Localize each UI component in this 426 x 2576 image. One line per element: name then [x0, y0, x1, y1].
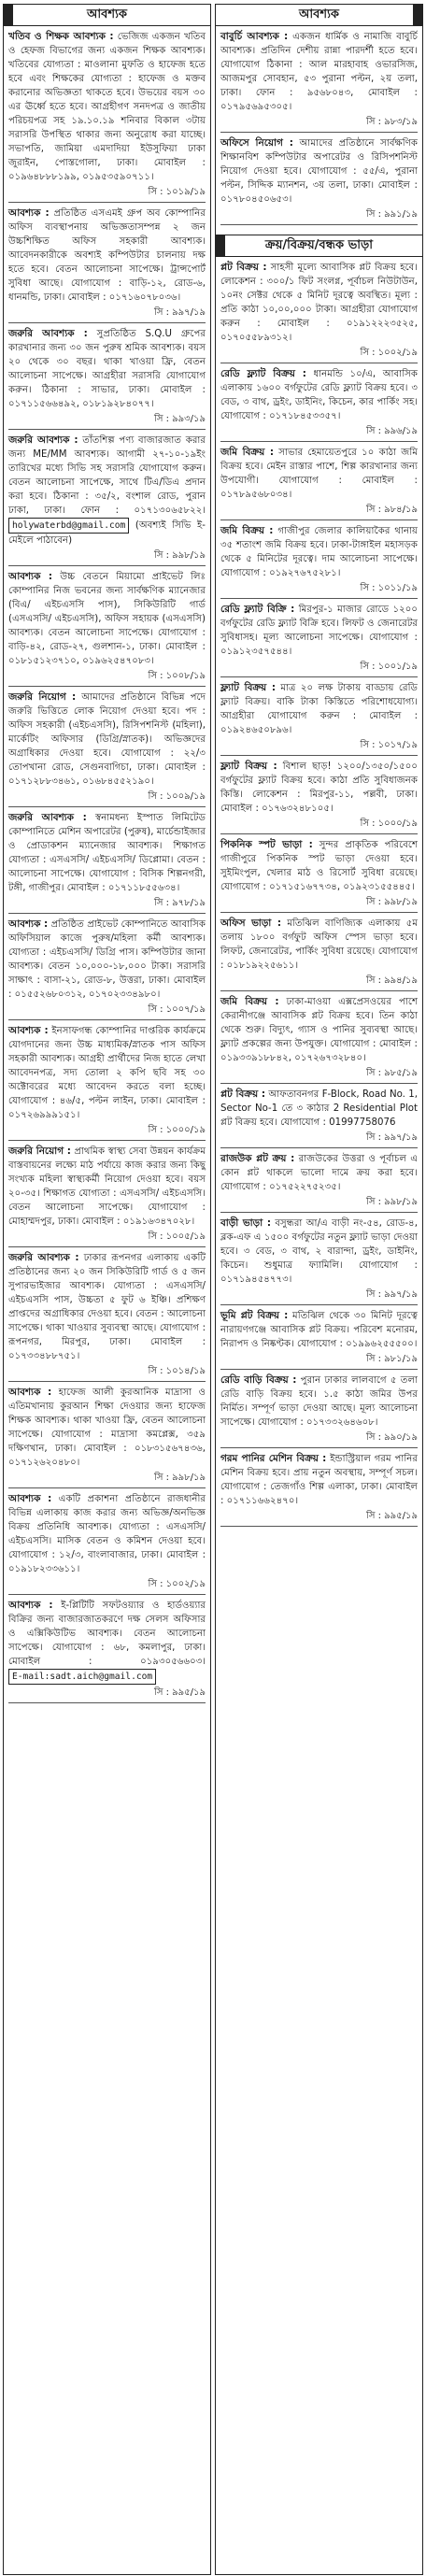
- ad-body: ঢাকার রূপনগর এলাকায় একটি প্রতিষ্ঠানের জন্য ২০ জন সিকিউরিটি গার্ড ও ৫ জন সুপারভাইজার আবশ্যক। যোগ্যতা : এসএসসি/ এইচএসসি পাস, উচ্চতা ৫ ফুট ৬ ইঞ্চি। প্রশিক্ষণ প্রাপ্তদের অগ্রাধিকার দেওয়া হবে। বেতন : আলোচনা সাপেক্ষে। থাকা খাওয়ার সুব্যবস্থা আছে। যোগাযোগ : রূপনগর, মিরপুর, ঢাকা। মোবাইল : ০১৭৩৩৪৮৮৭৫১।: [8, 1253, 206, 1361]
- ad-title: আবশ্যক :: [8, 1600, 53, 1611]
- ad-text: [8, 1024, 206, 1122]
- classified-ad: [4, 26, 210, 203]
- ad-title: আবশ্যক :: [8, 1493, 52, 1504]
- classified-ad: [4, 1020, 210, 1141]
- ad-text: [220, 136, 418, 206]
- ad-body: রাজউকের উত্তরা ও পূর্বাচল এ কোন প্লট থাকলে ভালো দামে ক্রয় করা হবে। যোগাযোগ : ০১৭৫২২৭৫২৩৫।: [220, 1154, 419, 1192]
- ad-reference: সি : ৯৯৮/১৯: [220, 894, 418, 913]
- classified-ad: [216, 26, 422, 133]
- ad-text: [8, 918, 206, 1002]
- ad-text: [8, 1145, 206, 1229]
- classified-ad: [4, 1595, 210, 1703]
- ad-body: মতিঝিল বাণিজ্যিক এলাকায় ৫ম তলায় ১৮০০ বর্গফুট অফিস স্পেস ভাড়া হবে। লিফট, জেনারেটর, পার্কিং সুবিধা রয়েছে। যোগাযোগ : ০১৮১৯২২৫৬১১।: [220, 918, 418, 971]
- ad-body: একটি প্রকাশনা প্রতিষ্ঠানে রাজধানীর বিভিন্ন এলাকায় কাজ করার জন্য অভিজ্ঞ/অনভিজ্ঞ বিক্রয় প্রতিনিধি আবশ্যক। যোগ্যতা : এসএসসি/ এইচএসসি। মাসিক বেতন ও কমিশন দেওয়া হবে। যোগাযোগ : ১২/৩, বাংলাবাজার, ঢাকা। মোবাইল : ০১৯১৮২৩৩৬১১।: [8, 1494, 206, 1574]
- ad-reference: সি : ১০০৯/১৯: [8, 789, 206, 807]
- ad-reference: সি : ১০১৪/১৯: [8, 1363, 206, 1382]
- left-ads-list: [4, 26, 210, 1703]
- ad-title: বাবুর্চি আবশ্যক :: [220, 31, 289, 42]
- ad-text: [8, 811, 206, 895]
- ad-title: আবশ্যক :: [8, 1387, 52, 1398]
- ad-title: জমি বিক্রয় :: [220, 447, 275, 458]
- ad-body: সুপ্রতিষ্ঠিত S.Q.U গ্রুপের কারখানার জন্য ৩০ জন পুরুষ শ্রমিক আবশ্যক। বয়স ২০ থেকে ৩০ বছর। থাকা খাওয়া ফ্রি, বেতন আলোচনা সাপেক্ষে। আগ্রহীরা সরাসরি যোগাযোগ করুন। ঠিকানা : সাভার, ঢাকা। মোবাইল : ০১৭১১৫৬৬৪৯২, ০১৮১৯২৮৪০৭৭।: [8, 329, 206, 409]
- ad-text: [220, 681, 418, 737]
- ad-text: [8, 1251, 206, 1363]
- ad-body: ঢাকা-মাওয়া এক্সপ্রেসওয়ের পাশে কেরানীগঞ্জে আবাসিক প্লট বিক্রয় হবে। তিন কাঠা থেকে শুরু। বিদ্যুৎ, গ্যাস ও পানির সুব্যবস্থা আছে। ফ্ল্যাট প্রকল্পের জন্য উপযুক্ত। যোগাযোগ : মোবাইল : ০১৯৩৩৯১৮৮৪২, ০১৭২৬৭৩২৮৪০।: [220, 997, 418, 1063]
- ad-text: [220, 838, 418, 894]
- ad-body: হাফেজ আলী কুরআনিক মাদ্রাসা ও এতিমখানায় কুরআন শিক্ষা দেওয়ার জন্য হাফেজ শিক্ষক আবশ্যক। থাকা খাওয়া ফ্রি, বেতন আলোচনা সাপেক্ষে। যোগাযোগ : মাদ্রাসা কমপ্লেক্স, ৩৫৯ দক্ষিণখান, ঢাকা। মোবাইল : ০১৮৩১৫৬৭৪৩৬, ০১৭১২৬২০৪৮০।: [8, 1388, 206, 1468]
- ad-text: [8, 1386, 206, 1470]
- classified-ad: [216, 133, 422, 225]
- columns: [3, 4, 423, 2575]
- ad-title: আবশ্যক :: [8, 1025, 49, 1036]
- ad-title: গরম পানির মেশিন বিক্রয় :: [220, 1453, 327, 1464]
- ad-body: মাত্র ২০ লক্ষ টাকায় বাড্ডায় রেডি ফ্ল্যাট বিক্রয়। বাকি টাকা কিস্তিতে পরিশোধযোগ্য। আগ্রহীরা যোগাযোগ করুন : মোবাইল : ০১৯২৪৬৫০৮৯৬।: [220, 683, 418, 735]
- ad-body: ধানমন্ডি ১০/এ, আবাসিক এলাকায় ১৬০০ বর্গফুটের রেডি ফ্ল্যাট বিক্রয় হবে। ৩ বেড, ৩ বাথ, ড্রইং, ডাইনিং, কিচেন, কার পার্কিং সহ। যোগাযোগ : ০১৭১৮৪৫৩৩৫৭।: [220, 369, 418, 421]
- right-section-title: আবশ্যক: [299, 7, 339, 21]
- ad-body: ভেজিজ একজন খতিব ও হেফজ বিভাগের জন্য একজন শিক্ষক আবশ্যক। খতিবের যোগ্যতা : মাওলানা মুফতি ও হাফেজ হতে হবে এবং শিক্ষকের যোগ্যতা : হাফেজ ও মক্তব করানোর অভিজ্ঞতা থাকতে হবে। উভয়ের বয়স ৩০ এর ঊর্ধ্বে হতে হবে। আগ্রহীগণ সনদপত্র ও জাতীয় পরিচয়পত্র সহ ১৯.১০.১৯ শনিবার বিকাল ৩টায় সরাসরি উপস্থিত থাকার জন্য অনুরোধ করা যাচ্ছে। সভাপতি, জামিয়া এমদাদিয়া ইউসুফিয়া ঢাকা জুরাইন, পোস্তগোলা, ঢাকা। মোবাইল : ০১৯৬৪৮৮৮১৯৯, ০১৯৫৩৫৯০৭১১।: [8, 32, 206, 182]
- ad-text: [8, 30, 206, 184]
- ad-reference: সি : ১০০১/১৯: [220, 659, 418, 677]
- ad-reference: সি : ৯৯০/১৯: [220, 1430, 418, 1448]
- left-column: [3, 4, 211, 2575]
- ad-title: আবশ্যক :: [8, 207, 50, 219]
- ad-reference: সি : ১০০৭/১৯: [8, 1002, 206, 1020]
- ad-text: [220, 30, 418, 114]
- ad-title: রাজউক প্লট ক্রয় :: [220, 1153, 295, 1164]
- classified-ad: [4, 203, 210, 323]
- ad-title: রেডি বাড়ি বিক্রয় :: [220, 1374, 297, 1386]
- ad-body: একজন ধার্মিক ও নামাজি বাবুর্চি আবশ্যক। প্রতিদিন দেশীয় রান্না পারদর্শী হতে হবে। যোগাযোগ ঠিকানা : আল মারহাবাহ ওভারসিজ, আজমপুর সোবহান, ৫৩ পুরানা পল্টন, ২য় তলা, ঢাকা। ফোন : ৯৫৬৮০৪৩, মোবাইল : ০১৭৯৫৬৯৫৩০৫।: [220, 32, 418, 112]
- ad-reference: সি : ৯৯৩/১৯: [8, 411, 206, 430]
- ad-title: জরুরি আবশ্যক :: [8, 1252, 79, 1263]
- ad-title: ফ্ল্যাট বিক্রয় :: [220, 682, 277, 693]
- ad-reference: সি : ১০১৭/১৯: [220, 737, 418, 756]
- ad-title: পিকনিক স্পট ভাড়া :: [220, 839, 313, 850]
- ad-title: জমি বিক্রয় :: [220, 996, 279, 1007]
- ad-body: প্রতিষ্ঠিত এসএমই গ্রুপ অব কোম্পানির অফিস ব্যবস্থাপনায় অভিজ্ঞতাসম্পন্ন ২ জন উচ্চশিক্ষিত অফিস সহকারী আবশ্যক। আবেদনকারীকে অবশ্যই কম্পিউটার চালনায় দক্ষ হতে হবে। বেতন আলোচনা সাপেক্ষে। ট্রান্সপোর্ট সুবিধা আছে। যোগাযোগ : বাড়ি-১২, রোড-৬, ধানমন্ডি, ঢাকা। মোবাইল : ০১৭১৬০৭৮০৩৬।: [8, 208, 206, 303]
- ad-text: [8, 434, 206, 548]
- classified-ad: [4, 914, 210, 1020]
- ad-body: বসুন্ধরা আ/এ বাড়ী নং-৫৪, রোড-৪, ব্লক-এফ এ ১৫০০ বর্গফুটের নতুন ফ্ল্যাট ভাড়া দেওয়া হবে। ৩ বেড, ৩ বাথ, ২ বারান্দা, ড্রইং, ডাইনিং, কিচেন। শুধুমাত্র ফ্যামিলি। যোগাযোগ : ০১৭১৯৪৫৪৭৭৩।: [220, 1218, 418, 1285]
- classified-ad: [216, 1213, 422, 1305]
- ad-title: জরুরি আবশ্যক :: [8, 328, 88, 339]
- classified-ad: [216, 756, 422, 834]
- ad-reference: সি : ১০১৯/১৯: [8, 184, 206, 203]
- classified-ad: [216, 1084, 422, 1148]
- ad-title: অফিস ভাড়া :: [220, 918, 282, 929]
- ad-title: জরুরি নিয়োগ :: [8, 1146, 71, 1157]
- ad-reference: সি : ৯৯৬/১৯: [220, 423, 418, 442]
- ad-reference: সি : ৯৭৮/১৯: [8, 895, 206, 914]
- ad-reference: সি : ১০০২/১৯: [8, 1576, 206, 1595]
- ad-title: ফ্ল্যাট বিক্রয় :: [220, 761, 277, 772]
- classified-ad: [216, 1148, 422, 1213]
- ad-text: [220, 1452, 418, 1508]
- ad-title: ভূমি প্লট বিক্রয় :: [220, 1310, 289, 1321]
- ad-title: অফিসে নিয়োগ :: [220, 137, 293, 149]
- ad-body: প্রাথমিক স্বাস্থ্য সেবা উন্নয়ন কার্যক্রম বাস্তবায়নের লক্ষ্যে মাঠ পর্যায়ে কাজ করার জন্য কিছু সংখ্যক মহিলা স্বাস্থ্যকর্মী নিয়োগ দেওয়া হবে। বয়স ২০-৩৫। শিক্ষাগত যোগ্যতা : এসএসসি/ এইচএসসি। বেতন আলোচনা সাপেক্ষে। যোগাযোগ : মোহাম্মদপুর, ঢাকা। মোবাইল : ০১৯১৬৩৪৭০২৮।: [8, 1146, 206, 1227]
- left-section-title: আবশ্যক: [87, 7, 127, 21]
- ad-body: সুন্দর প্রাকৃতিক পরিবেশে গাজীপুরে পিকনিক স্পট ভাড়া দেওয়া হবে। সুইমিংপুল, খেলার মাঠ ও রিসোর্ট সুবিধা রয়েছে। যোগাযোগ : ০১৭১৫১৬৭৭৩৪, ০১৯২৩১৫৫৪৪৫।: [220, 840, 418, 892]
- ad-body: সাভার হেমায়েতপুরে ১০ কাঠা জমি বিক্রয় হবে। মেইন রাস্তার পাশে, শিল্প কারখানার জন্য উপযোগী। যোগাযোগ : মোবাইল : ০১৭৮৯৫৬৮০৩৪।: [220, 448, 418, 500]
- right-ads-list: [216, 26, 422, 225]
- ad-text: [8, 690, 206, 789]
- ad-text: [220, 1152, 418, 1194]
- ad-body: মতিঝিল থেকে ৩০ মিনিট দূরত্বে নারায়ণগঞ্জে আবাসিক প্লট বিক্রয়। পরিবেশ মনোরম, নিরাপদ ও নিষ্কণ্টক। যোগাযোগ : ০১৯৯৬২৫৫৫০০।: [220, 1311, 418, 1349]
- classified-ad: [4, 1247, 210, 1382]
- classified-ad: [216, 257, 422, 363]
- ad-text: [8, 570, 206, 668]
- classified-ad: [216, 1305, 422, 1370]
- classified-ad: [216, 1370, 422, 1448]
- ad-reference: সি : ৯৯৭/১৯: [220, 1287, 418, 1305]
- classified-ad: [216, 991, 422, 1084]
- ad-title: প্লট বিক্রয় :: [220, 1089, 265, 1100]
- ad-text: [8, 1492, 206, 1576]
- ad-reference: সি : ৯৯১/১৯: [220, 206, 418, 225]
- ad-reference: সি : ১০০০/১৯: [220, 816, 418, 834]
- ad-reference: সি : ৯৯৮/১৯: [8, 548, 206, 566]
- ad-title: জরুরি আবশ্যক :: [8, 434, 78, 446]
- classified-ad: [4, 323, 210, 430]
- ad-reference: সি : ৯৮১/১৯: [220, 1351, 418, 1370]
- ad-title: আবশ্যক :: [8, 918, 49, 930]
- ad-title: আবশ্যক :: [8, 571, 53, 582]
- classified-ad: [216, 677, 422, 756]
- ad-reference: সি : ১০০২/১৯: [220, 345, 418, 363]
- ad-body: ই-প্লিটিটি সফটওয়্যার ও হার্ডওয়্যার বিক্রির জন্য বাজারজাতকরণে দক্ষ সেলস অফিসার ও এক্সিকিউটিভ আবশ্যক। বেতন আলোচনা সাপেক্ষে। যোগাযোগ : ৬৮, কমলাপুর, ঢাকা। মোবাইল : ০১৯৩০৫৬৬০৩।: [8, 1601, 206, 1667]
- ad-title: প্লট বিক্রয় :: [220, 262, 267, 273]
- classified-ad: [216, 442, 422, 520]
- ad-text: [220, 603, 418, 659]
- ad-title: জমি বিক্রয় :: [220, 525, 274, 536]
- ad-email[interactable]: E-mail:sadt.aich@gmail.com: [8, 1669, 156, 1685]
- ad-reference: সি : ১০০৮/১৯: [8, 668, 206, 687]
- ad-text: [8, 327, 206, 411]
- header-corner-left: [4, 5, 13, 25]
- ad-title: রেডি ফ্ল্যাট বিক্রয় :: [220, 368, 306, 379]
- classified-ad: [4, 807, 210, 914]
- ad-body: সাহসী মূল্যে আবাসিক প্লট বিক্রয় হবে। লোকেশন : ৩০০/১ ফিট সংলগ্ন, পূর্বাচল নিউটাউন, ১০নং সেক্টর থেকে ৫ মিনিট দূরত্বে অবস্থিত। মূল্য : প্রতি কাঠা ১০,০০,০০০ টাকা। আগ্রহীরা যোগাযোগ করুন : মোবাইল : ০১৯১২২২৩৫২৫, ০১৭০৫৫৮৯৩১২।: [220, 263, 418, 343]
- ad-text: [220, 367, 418, 423]
- classified-ad: [4, 687, 210, 807]
- ad-reference: সি : ৯৯৭/১৯: [8, 305, 206, 323]
- ad-reference: সি : ১০০৫/১৯: [8, 1229, 206, 1247]
- ad-body: বিশাল ছাড়! ১২০০/১৩৫০/১৫০০ বর্গফুটের ফ্ল্যাট বিক্রয় হবে। কাঠা প্রতি সুবিধাজনক কিস্তি। লোকেশন : মিরপুর-১১, পল্লবী, ঢাকা। মোবাইল : ০১৭৬৩২৪৮১০৫।: [220, 761, 418, 814]
- right-column: [215, 4, 423, 2575]
- classified-ad: [4, 430, 210, 566]
- ad-text: [220, 760, 418, 816]
- right-section2-header: [216, 235, 422, 257]
- right-section2-title: ক্রয়/বিক্রয়/বন্ধক ভাড়া: [264, 238, 374, 252]
- ad-body: ইনসাফগন্ধ কোম্পানির দাপ্তরিক কার্যক্রমে যোগদানের জন্য উচ্চ মাধ্যমিক/স্নাতক পাস অফিস সহকারী আবশ্যক। আগ্রহী প্রার্থীদের নিজ হাতে লেখা আবেদনপত্র, সদ্য তোলা ২ কপি ছবি সহ ৩০ অক্টোবরের মধ্যে আবেদন করতে বলা হচ্ছে। যোগাযোগ : ৪৬/৫, পল্টন লাইন, ঢাকা। মোবাইল : ০১৭২৬৯৯৯১৫১।: [8, 1026, 206, 1120]
- ad-body: মিরপুর-১ মাজার রোডে ১২০০ বর্গফুটের রেডি ফ্ল্যাট বিক্রি হবে। লিফট ও জেনারেটর সুবিধাসহ। মূল্য আলোচনা সাপেক্ষে। যোগাযোগ : ০১৯১২৩৫৭৫৪৪।: [220, 605, 418, 657]
- ad-reference: সি : ১০১১/১৯: [220, 580, 418, 599]
- classified-ad: [216, 363, 422, 442]
- ad-text: [220, 524, 418, 580]
- classified-ad: [216, 834, 422, 913]
- ad-text: [220, 995, 418, 1065]
- ad-title: বাড়ী ভাড়া :: [220, 1217, 271, 1229]
- classified-ad: [4, 1141, 210, 1247]
- ad-body: স্বনামধন্য ইস্পাত লিমিটেড কোম্পানিতে মেশিন অপারেটর (পুরুষ), মার্চেন্ডাইজার ও প্রোডাকশন ম্যানেজার আবশ্যক। শিক্ষাগত যোগ্যতা : এসএসসি/ এইচএসসি/ ডিপ্লোমা। বেতন : আলোচনা সাপেক্ষে। যোগাযোগ : বিসিক শিল্পনগরী, টঙ্গী, গাজীপুর। মোবাইল : ০১৭১১৮৫৫৬৩৪।: [8, 813, 206, 893]
- ad-text: [220, 261, 418, 345]
- ad-reference: সি : ৯৮৫/১৯: [220, 1065, 418, 1084]
- ad-body: আমাদের প্রতিষ্ঠানে বিভিন্ন পদে জরুরি ভিত্তিতে লোক নিয়োগ দেওয়া হবে। পদ : অফিস সহকারী (এইচএসসি), রিসিপশনিস্ট (মহিলা), মার্কেটিং অফিসার (ডিগ্রি/স্নাতক)। অভিজ্ঞদের অগ্রাধিকার দেওয়া হবে। যোগাযোগ : ২২/৩ তোপখানা রোড, সেগুনবাগিচা, ঢাকা। মোবাইল : ০১৭১২৮৮৩৪৬১, ০১৬৮৪৫৫২১৯০।: [8, 692, 206, 787]
- ad-email[interactable]: holywaterbd@gmail.com: [8, 518, 129, 534]
- ad-text: [220, 1309, 418, 1351]
- right-section-header: [216, 5, 422, 26]
- classified-ad: [216, 913, 422, 991]
- ad-body: আমাদের প্রতিষ্ঠানে সার্বক্ষণিক শিক্ষানবিশ কম্পিউটার অপারেটর ও রিসিপশনিস্ট নিয়োগ দেওয়া হবে। যোগাযোগ : ৫৫/এ, পুরানা পল্টন, সিদ্দিক ম্যানশন, ৩য় তলা, ঢাকা। মোবাইল : ০১৭৮০৪৫০৬৫৩।: [220, 138, 418, 205]
- ad-body: উচ্চ বেতনে মিয়ামো প্রাইভেট লিঃ কোম্পানির নিজ ভবনের জন্য সার্বক্ষণিক ম্যানেজার (বিএ/ এইচএসসি পাস), সিকিউরিটি গার্ড (এসএসসি/ এইচএসসি), অফিস সহায়ক (এসএসসি) আবশ্যক। বেতন আলোচনা সাপেক্ষে। যোগাযোগ : বাড়ি-৪২, রোড-২৭, গুলশান-১, ঢাকা। মোবাইল : ০১৮১৫১২৩৭১০, ০১৯৬২৫৪৭০৮৩।: [8, 572, 206, 666]
- ad-title: রেডি ফ্ল্যাট বিক্রি :: [220, 604, 295, 615]
- ad-text: [220, 1217, 418, 1287]
- ad-text: [220, 1373, 418, 1430]
- ad-body: প্রতিষ্ঠিত প্রাইভেট কোম্পানিতে আবাসিক অফিসিয়াল কাজে পুরুষ/মহিলা কর্মী আবশ্যক। যোগ্যতা : এইচএসসি/ ডিগ্রি পাস। কম্পিউটার জানা আবশ্যক। বেতন ১০,০০০-১৮,০০০ টাকা। সরাসরি সাক্ষাৎ : বাসা-২১, রোড-৮, উত্তরা, ঢাকা। মোবাইল : ০১৫৫২৬৮০৩১২, ০১৭০২৩৩৪৯৮০।: [8, 919, 206, 1000]
- ad-reference: সি : ৯৯৭/১৯: [220, 1130, 418, 1148]
- ad-reference: সি : ৯৮৪/১৯: [220, 502, 418, 520]
- ad-reference: সি : ৯৯৫/১৯: [220, 1508, 418, 1527]
- ad-body-note: (অবশ্যই সিভি ই-মেইলে পাঠাবেন): [8, 520, 206, 546]
- ad-reference: সি : ৯৯৮/১৯: [8, 1470, 206, 1488]
- classified-ad: [4, 1488, 210, 1595]
- ad-title: জরুরি নিয়োগ :: [8, 691, 77, 703]
- ad-text: [220, 917, 418, 973]
- ad-title: খতিব ও শিক্ষক আবশ্যক :: [8, 31, 114, 42]
- ad-text: [8, 206, 206, 305]
- ad-body: ইন্ডাস্ট্রিয়াল গরম পানির মেশিন বিক্রয় হবে। প্রায় নতুন অবস্থায়, সম্পূর্ণ সচল। যোগাযোগ : তেজগাঁও শিল্প এলাকা, ঢাকা। মোবাইল : ০১৭১১৬৬২৪৭০।: [220, 1454, 418, 1506]
- ad-text: [220, 446, 418, 502]
- ad-reference: সি : ৯৯৮/১৯: [220, 1194, 418, 1213]
- classified-ad: [4, 566, 210, 687]
- left-section-header: [4, 5, 210, 26]
- classified-ad: [216, 599, 422, 677]
- classified-ad: [216, 520, 422, 599]
- ad-reference: সি : ১০০০/১৯: [8, 1122, 206, 1141]
- header2-corner-left: [216, 235, 225, 256]
- ad-reference: সি : ৯৯৪/১৯: [220, 973, 418, 991]
- header-corner-right: [413, 5, 422, 25]
- ad-body: আফতাবনগর F-Block, Road No. 1, Sector No-1 তে ৩ কাঠার 2 Residential Plot প্লট বিক্রয় হবে। যোগাযোগ : 01997758076: [220, 1089, 418, 1128]
- classified-ad: [4, 1382, 210, 1488]
- ad-reference: সি : ৯৮৩/১৯: [220, 114, 418, 133]
- ad-body: গাজীপুর জেলার কালিয়াকৈর থানায় ৩৫ শতাংশ জমি বিক্রয় হবে। ঢাকা-টাঙ্গাইল মহাসড়ক থেকে ৫ মিনিটের দূরত্বে। দাম আলোচনা সাপেক্ষে। যোগাযোগ : ০১৯২৭৬৭৫২৮১।: [220, 526, 418, 578]
- ad-body: পুরান ঢাকার লালবাগে ৫ তলা রেডি বাড়ি বিক্রয় হবে। ১.৫ কাঠা জমির উপর নির্মিত। সম্পূর্ণ ভাড়া দেওয়া আছে। মূল্য আলোচনা সাপেক্ষে। যোগাযোগ : ০১৭৩৩২৬৪৬০৮।: [220, 1375, 418, 1428]
- ad-body: তাঁতশিল্প পণ্য বাজারজাত করার জন্য ME/MM আবশ্যক। আগামী ২৭-১০-১৯ইং তারিখের মধ্যে সিভি সহ সরাসরি যোগাযোগ করুন। বেতন আলোচনা সাপেক্ষে, সাথে টিএ/ডিএ প্রদান করা হবে। ঠিকানা : ৩৫/২, বংশাল রোড, পুরান ঢাকা, ঢাকা। ফোন : ০১৭১৩০৬৫৮২২।: [8, 435, 206, 516]
- ad-title: জরুরি আবশ্যক :: [8, 812, 87, 823]
- right-ads2-list: [216, 257, 422, 1527]
- ad-text: [8, 1599, 206, 1685]
- ad-reference: সি : ৯৯৫/১৯: [8, 1685, 206, 1703]
- classified-ad: [216, 1448, 422, 1527]
- ad-text: [220, 1088, 418, 1130]
